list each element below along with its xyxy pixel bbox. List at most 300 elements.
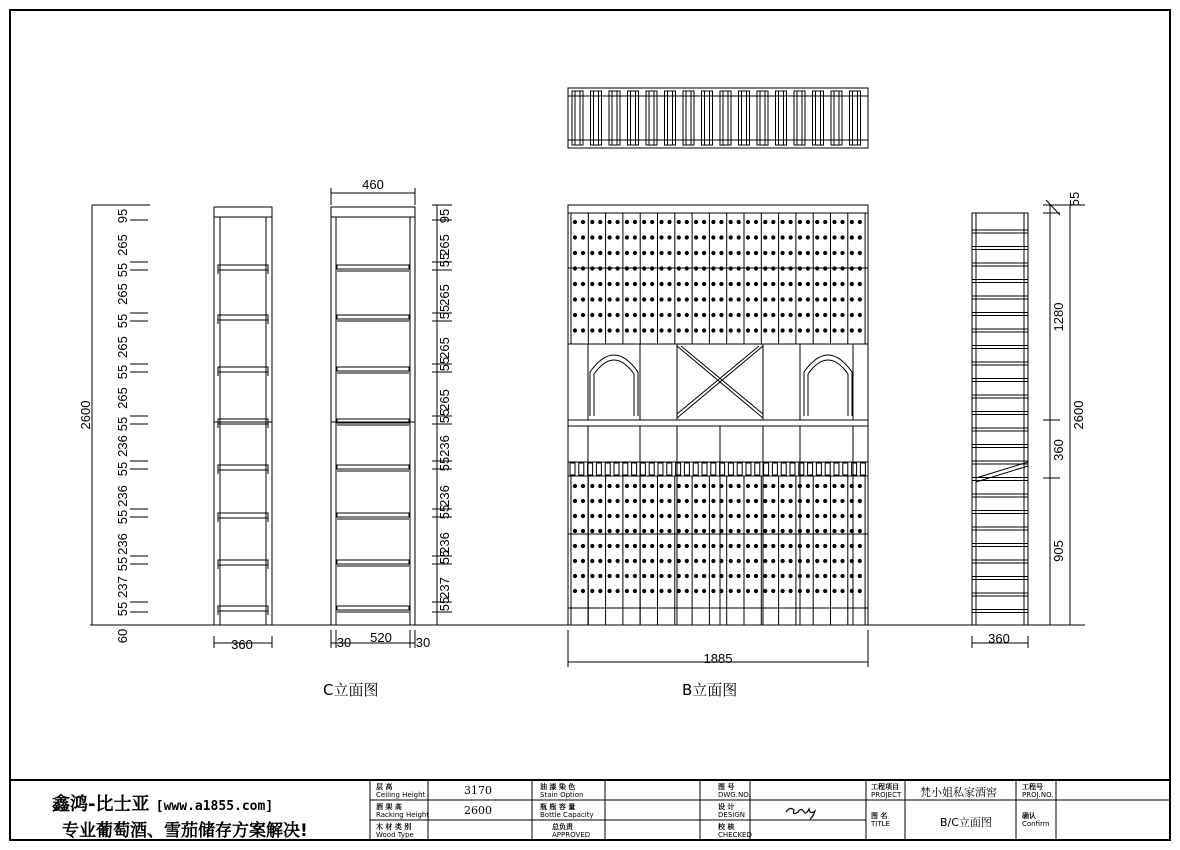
bottle-peg xyxy=(599,313,602,316)
bottle-peg xyxy=(677,559,680,562)
bottle-peg xyxy=(781,298,784,301)
bottle-peg xyxy=(633,589,636,592)
side-dimension-text: 360 xyxy=(1051,439,1066,461)
rack-shelf xyxy=(218,560,268,565)
bottle-peg xyxy=(625,574,628,577)
slat xyxy=(772,463,777,475)
bottle-peg xyxy=(573,220,576,223)
bottle-peg xyxy=(625,329,628,332)
c-right-dimension-text: 55 xyxy=(437,504,452,520)
bottle-peg xyxy=(660,251,663,254)
b-elevation-caption: B立面图 xyxy=(682,681,738,699)
bottle-peg xyxy=(806,484,809,487)
plan-divider xyxy=(757,91,768,145)
bottle-peg xyxy=(660,589,663,592)
bottle-peg xyxy=(789,298,792,301)
designer-signature xyxy=(786,808,815,819)
bottle-peg xyxy=(781,529,784,532)
bottle-peg xyxy=(625,313,628,316)
bottle-peg xyxy=(798,220,801,223)
rack-shelf xyxy=(337,513,409,517)
bottle-peg xyxy=(581,529,584,532)
bottle-peg xyxy=(841,499,844,502)
bottle-peg xyxy=(573,267,576,270)
bottle-peg xyxy=(850,544,853,547)
bottle-peg xyxy=(729,484,732,487)
bottle-peg xyxy=(581,220,584,223)
bottle-peg xyxy=(729,251,732,254)
bottle-peg xyxy=(608,574,611,577)
side-rung xyxy=(972,379,1028,382)
bottle-peg xyxy=(616,589,619,592)
bottle-peg xyxy=(591,282,594,285)
c-top-width-text: 460 xyxy=(362,177,384,192)
bottle-peg xyxy=(599,559,602,562)
bottle-peg xyxy=(591,484,594,487)
bottle-peg xyxy=(764,484,767,487)
bottle-peg xyxy=(685,236,688,239)
bottle-peg xyxy=(573,559,576,562)
side-rung xyxy=(972,247,1028,250)
bottle-peg xyxy=(858,329,861,332)
bottle-peg xyxy=(660,282,663,285)
bottle-peg xyxy=(660,313,663,316)
bottle-peg xyxy=(824,282,827,285)
slat xyxy=(596,463,601,475)
bottle-peg xyxy=(677,529,680,532)
slat xyxy=(693,463,698,475)
bottle-peg xyxy=(764,589,767,592)
bottle-peg xyxy=(720,236,723,239)
bottle-peg xyxy=(737,544,740,547)
c-right-dimension-text: 265 xyxy=(437,234,452,256)
side-rung xyxy=(972,412,1028,415)
bottle-peg xyxy=(703,267,706,270)
bottle-peg xyxy=(599,298,602,301)
bottle-peg xyxy=(781,282,784,285)
bottle-peg xyxy=(591,220,594,223)
bottle-peg xyxy=(746,298,749,301)
bottle-peg xyxy=(616,529,619,532)
side-rung xyxy=(972,544,1028,547)
side-rung xyxy=(972,478,1028,481)
bottle-peg xyxy=(841,267,844,270)
bottle-peg xyxy=(746,313,749,316)
bottle-peg xyxy=(660,544,663,547)
bottle-peg xyxy=(625,236,628,239)
side-rung xyxy=(972,494,1028,497)
bottle-peg xyxy=(685,529,688,532)
bottle-peg xyxy=(651,267,654,270)
bottle-peg xyxy=(703,313,706,316)
bottle-peg xyxy=(633,574,636,577)
bottle-peg xyxy=(781,499,784,502)
bottle-peg xyxy=(581,574,584,577)
bottle-peg xyxy=(737,589,740,592)
bottle-peg xyxy=(754,313,757,316)
bottle-peg xyxy=(599,574,602,577)
bottle-peg xyxy=(858,514,861,517)
bottle-peg xyxy=(824,574,827,577)
bottle-peg xyxy=(746,251,749,254)
bottle-peg xyxy=(668,499,671,502)
bottle-peg xyxy=(754,251,757,254)
c-right-dimension-text: 95 xyxy=(437,208,452,224)
bottle-peg xyxy=(703,298,706,301)
bottle-peg xyxy=(858,589,861,592)
bottle-peg xyxy=(677,282,680,285)
bottle-peg xyxy=(772,589,775,592)
bottle-peg xyxy=(789,313,792,316)
bottle-peg xyxy=(643,236,646,239)
bottle-peg xyxy=(781,251,784,254)
checked-label: 校 核 CHECKED xyxy=(718,823,752,839)
bottle-peg xyxy=(746,574,749,577)
bottle-peg xyxy=(720,251,723,254)
bottle-peg xyxy=(616,484,619,487)
bottle-peg xyxy=(712,236,715,239)
left-dimension-text: 55 xyxy=(115,364,130,380)
bottle-peg xyxy=(712,499,715,502)
side-rung xyxy=(972,313,1028,316)
rack-top xyxy=(331,207,415,217)
bottle-peg xyxy=(798,267,801,270)
bottle-peg xyxy=(581,251,584,254)
bottle-peg xyxy=(643,313,646,316)
bottle-peg xyxy=(643,574,646,577)
left-dimension-text: 55 xyxy=(115,461,130,477)
bottle-peg xyxy=(573,514,576,517)
side-rung xyxy=(972,329,1028,332)
slat xyxy=(860,463,865,475)
bottle-peg xyxy=(695,559,698,562)
company-label: 鑫鸿-比士亚 xyxy=(52,794,150,815)
bottle-peg xyxy=(833,298,836,301)
bottle-peg xyxy=(599,220,602,223)
bottle-peg xyxy=(737,282,740,285)
slat xyxy=(667,463,672,475)
plan-divider xyxy=(776,91,787,145)
slat xyxy=(825,463,830,475)
bottle-peg xyxy=(625,499,628,502)
bottle-peg xyxy=(651,220,654,223)
bottle-peg xyxy=(858,499,861,502)
slat xyxy=(640,463,645,475)
bottle-peg xyxy=(591,559,594,562)
bottle-peg xyxy=(858,298,861,301)
bottle-peg xyxy=(858,574,861,577)
bottle-peg xyxy=(677,514,680,517)
slat xyxy=(737,463,742,475)
side-rung xyxy=(972,346,1028,349)
bottle-peg xyxy=(660,559,663,562)
left-dimension-text: 265 xyxy=(115,283,130,305)
bottle-peg xyxy=(591,514,594,517)
plan-divider xyxy=(850,91,861,145)
bottle-peg xyxy=(789,589,792,592)
bottle-peg xyxy=(798,574,801,577)
bottle-peg xyxy=(695,544,698,547)
bottle-peg xyxy=(573,499,576,502)
plan-divider xyxy=(813,91,824,145)
bottle-peg xyxy=(573,313,576,316)
bottle-peg xyxy=(806,514,809,517)
rack-shelf xyxy=(218,513,268,518)
left-dimension-text: 55 xyxy=(115,556,130,572)
side-rung xyxy=(972,577,1028,580)
bottle-peg xyxy=(816,529,819,532)
bottle-peg xyxy=(833,544,836,547)
bottle-peg xyxy=(703,282,706,285)
bottle-peg xyxy=(581,514,584,517)
bottle-peg xyxy=(668,267,671,270)
ceiling-label: 层 高 Ceiling Height xyxy=(376,783,426,799)
bottle-peg xyxy=(685,329,688,332)
left-dimension-text: 55 xyxy=(115,262,130,278)
bottle-peg xyxy=(816,282,819,285)
side-slope xyxy=(976,466,1028,482)
bottle-peg xyxy=(695,329,698,332)
side-rung xyxy=(972,362,1028,365)
bottle-peg xyxy=(720,220,723,223)
bottle-peg xyxy=(685,298,688,301)
bottle-peg xyxy=(616,220,619,223)
bottle-peg xyxy=(764,574,767,577)
bottle-peg xyxy=(824,514,827,517)
bottle-peg xyxy=(703,484,706,487)
bottle-peg xyxy=(651,484,654,487)
bottle-peg xyxy=(608,329,611,332)
bottle-peg xyxy=(720,589,723,592)
bottle-peg xyxy=(643,298,646,301)
bottle-peg xyxy=(858,313,861,316)
bottle-peg xyxy=(806,559,809,562)
rack-shelf xyxy=(337,465,409,469)
bottle-peg xyxy=(764,544,767,547)
slat xyxy=(605,463,610,475)
bottle-peg xyxy=(643,529,646,532)
dwg-label: 图 号 DWG.NO. xyxy=(718,783,751,799)
b-width-text: 1885 xyxy=(703,651,733,666)
side-rung xyxy=(972,527,1028,530)
c-bottom-dimension-text: 30 xyxy=(415,635,431,650)
bottle-peg xyxy=(685,484,688,487)
slat xyxy=(790,463,795,475)
bottle-peg xyxy=(573,329,576,332)
company-name xyxy=(52,790,273,816)
bottle-peg xyxy=(746,236,749,239)
bottle-peg xyxy=(737,236,740,239)
bottle-peg xyxy=(850,574,853,577)
bottle-peg xyxy=(581,298,584,301)
bottle-peg xyxy=(841,589,844,592)
bottle-peg xyxy=(789,267,792,270)
bottle-peg xyxy=(737,267,740,270)
slat xyxy=(781,463,786,475)
bottle-peg xyxy=(581,282,584,285)
bottle-peg xyxy=(789,559,792,562)
bottle-peg xyxy=(668,484,671,487)
slat xyxy=(658,463,663,475)
bottle-peg xyxy=(841,236,844,239)
company-url[interactable]: [www.a1855.com] xyxy=(155,799,274,814)
bottle-peg xyxy=(703,514,706,517)
bottle-peg xyxy=(685,282,688,285)
rack-shelf xyxy=(218,367,268,372)
bottle-peg xyxy=(833,236,836,239)
bottle-peg xyxy=(729,559,732,562)
bottle-peg xyxy=(608,220,611,223)
bottle-peg xyxy=(781,559,784,562)
plan-divider xyxy=(591,91,602,145)
bottle-peg xyxy=(712,313,715,316)
bottle-peg xyxy=(737,220,740,223)
bottle-peg xyxy=(806,589,809,592)
c-right-dimension-text: 55 xyxy=(437,456,452,472)
bottle-peg xyxy=(720,544,723,547)
bottle-peg xyxy=(712,544,715,547)
bottle-peg xyxy=(720,313,723,316)
bottle-peg xyxy=(746,544,749,547)
bottle-peg xyxy=(651,559,654,562)
bottle-peg xyxy=(729,329,732,332)
bottle-peg xyxy=(841,220,844,223)
bottle-peg xyxy=(737,313,740,316)
bottle-peg xyxy=(599,251,602,254)
bottle-peg xyxy=(599,499,602,502)
slat xyxy=(852,463,857,475)
bottle-peg xyxy=(816,589,819,592)
bottle-peg xyxy=(599,267,602,270)
bottle-peg xyxy=(772,220,775,223)
bottle-peg xyxy=(685,251,688,254)
bottle-peg xyxy=(703,574,706,577)
bottle-peg xyxy=(798,544,801,547)
bottle-peg xyxy=(754,514,757,517)
bottle-peg xyxy=(712,298,715,301)
bottle-peg xyxy=(712,514,715,517)
bottle-peg xyxy=(608,484,611,487)
bottle-peg xyxy=(789,499,792,502)
bottle-peg xyxy=(712,484,715,487)
bottle-peg xyxy=(746,267,749,270)
bottle-peg xyxy=(824,329,827,332)
plan-divider xyxy=(683,91,694,145)
bottle-peg xyxy=(798,559,801,562)
bottle-peg xyxy=(633,329,636,332)
bottle-peg xyxy=(643,484,646,487)
bottle-peg xyxy=(695,298,698,301)
bottle-peg xyxy=(858,544,861,547)
bottle-peg xyxy=(660,329,663,332)
bottle-peg xyxy=(850,529,853,532)
bottle-peg xyxy=(599,514,602,517)
bottle-peg xyxy=(712,529,715,532)
bottle-peg xyxy=(798,514,801,517)
c-right-dimension-text: 55 xyxy=(437,408,452,424)
bottle-peg xyxy=(625,282,628,285)
bottle-peg xyxy=(754,544,757,547)
bottle-peg xyxy=(816,267,819,270)
bottle-peg xyxy=(850,282,853,285)
bottle-peg xyxy=(660,484,663,487)
bottle-peg xyxy=(764,329,767,332)
bottle-peg xyxy=(616,236,619,239)
bottle-peg xyxy=(720,499,723,502)
bottle-peg xyxy=(720,484,723,487)
bottle-peg xyxy=(643,514,646,517)
title-value: B/C立面图 xyxy=(940,816,992,829)
bottle-peg xyxy=(643,329,646,332)
c-right-dimension-text: 55 xyxy=(437,596,452,612)
bottle-peg xyxy=(833,514,836,517)
bottle-peg xyxy=(806,529,809,532)
bottle-peg xyxy=(764,499,767,502)
bottle-peg xyxy=(616,313,619,316)
bottle-peg xyxy=(746,329,749,332)
bottle-peg xyxy=(625,220,628,223)
bottle-peg xyxy=(651,514,654,517)
bottle-peg xyxy=(833,559,836,562)
bottle-peg xyxy=(599,589,602,592)
bottle-peg xyxy=(824,544,827,547)
bottle-peg xyxy=(772,574,775,577)
bottle-peg xyxy=(737,251,740,254)
bottle-peg xyxy=(668,329,671,332)
arch-left-inner xyxy=(594,360,634,416)
bottle-peg xyxy=(833,220,836,223)
bottle-peg xyxy=(772,236,775,239)
bottle-peg xyxy=(833,282,836,285)
bottle-peg xyxy=(573,529,576,532)
bottle-peg xyxy=(806,574,809,577)
plan-divider xyxy=(739,91,750,145)
bottle-peg xyxy=(850,329,853,332)
bottle-peg xyxy=(781,544,784,547)
bottle-peg xyxy=(616,514,619,517)
side-rung xyxy=(972,461,1028,464)
bottle-peg xyxy=(695,220,698,223)
bottle-peg xyxy=(608,282,611,285)
bottle-peg xyxy=(616,544,619,547)
bottle-peg xyxy=(651,251,654,254)
bottle-peg xyxy=(833,574,836,577)
wood-label: 木 材 类 别 Wood Type xyxy=(376,823,414,839)
bottle-peg xyxy=(824,251,827,254)
bottle-peg xyxy=(633,544,636,547)
bottle-peg xyxy=(729,529,732,532)
bottle-peg xyxy=(781,589,784,592)
bottle-peg xyxy=(651,282,654,285)
bottle-peg xyxy=(781,514,784,517)
bottle-peg xyxy=(833,267,836,270)
plan-divider xyxy=(646,91,657,145)
bottle-peg xyxy=(651,499,654,502)
bottle-peg xyxy=(599,236,602,239)
bottle-peg xyxy=(754,589,757,592)
c-elevation-caption: C立面图 xyxy=(323,681,379,699)
bottle-peg xyxy=(806,220,809,223)
bottle-peg xyxy=(668,529,671,532)
bottle-peg xyxy=(685,499,688,502)
bottle-peg xyxy=(573,484,576,487)
bottle-peg xyxy=(850,559,853,562)
bottle-peg xyxy=(616,251,619,254)
c-elevation xyxy=(331,188,452,648)
slat xyxy=(834,463,839,475)
bottle-peg xyxy=(816,251,819,254)
bottle-peg xyxy=(677,267,680,270)
